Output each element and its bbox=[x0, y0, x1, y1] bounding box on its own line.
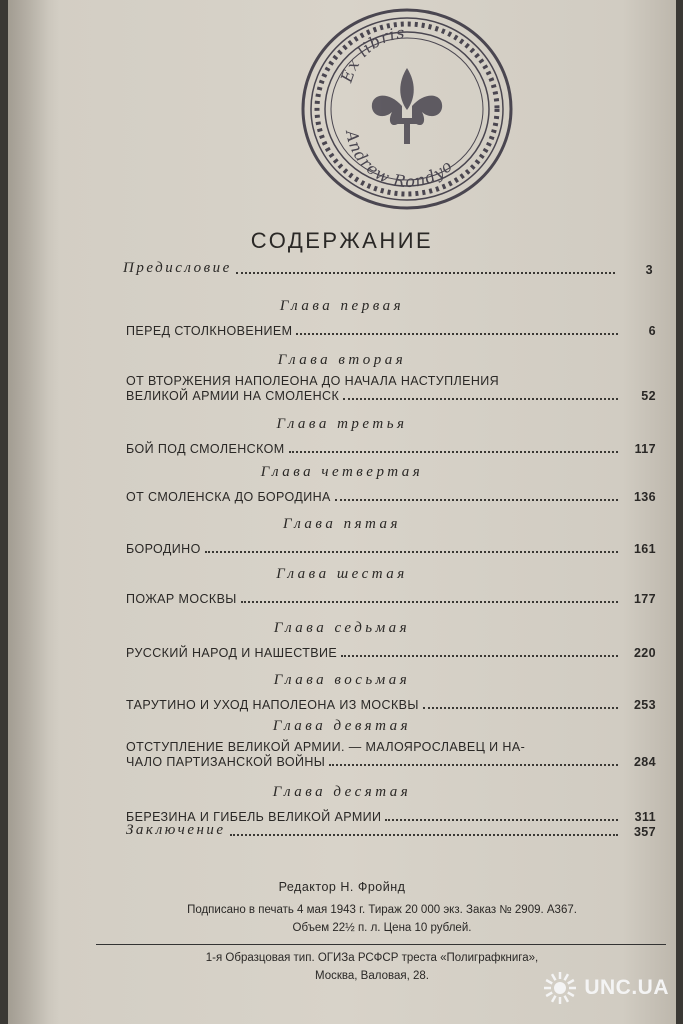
toc-entry bbox=[126, 490, 656, 504]
chapter-heading: Глава седьмая bbox=[273, 620, 411, 636]
page-fold-shadow bbox=[8, 0, 60, 1024]
chapter-title: ОТ СМОЛЕНСКА ДО БОРОДИНА bbox=[126, 490, 331, 504]
chapter-heading: Глава восьмая bbox=[273, 672, 411, 688]
toc-entry bbox=[126, 755, 656, 769]
chapter-page: 161 bbox=[633, 542, 656, 556]
imprint-line-1: Подписано в печать 4 мая 1943 г. Тираж 20 000 экз. Заказ № 2909. А367. bbox=[187, 904, 577, 916]
chapter-title-line1: ОТ ВТОРЖЕНИЯ НАПОЛЕОНА ДО НАЧАЛА НАСТУПЛЕНИЯ bbox=[126, 374, 500, 388]
toc-entry bbox=[126, 442, 656, 456]
chapter-page: 52 bbox=[641, 389, 656, 403]
chapter-title: ЧАЛО ПАРТИЗАНСКОЙ ВОЙНЫ bbox=[126, 755, 326, 769]
editor-line: Редактор Н. Фройнд bbox=[278, 880, 406, 894]
book-page bbox=[8, 0, 676, 1024]
chapter-title-line1: ОТСТУПЛЕНИЕ ВЕЛИКОЙ АРМИИ. — МАЛОЯРОСЛАВЕЦ И НА- bbox=[126, 740, 526, 754]
printer-line-2: Москва, Валовая, 28. bbox=[315, 970, 429, 982]
chapter-title: ТАРУТИНО И УХОД НАПОЛЕОНА ИЗ МОСКВЫ bbox=[126, 698, 419, 712]
stamp-top-text: Ex libris bbox=[336, 22, 407, 85]
chapter-page: 117 bbox=[634, 442, 656, 456]
chapter-heading: Глава первая bbox=[279, 298, 405, 314]
divider bbox=[96, 944, 666, 945]
printer-line-1: 1-я Образцовая тип. ОГИЗа РСФСР треста «Полиграфкнига», bbox=[205, 952, 539, 964]
toc-entry bbox=[126, 389, 656, 403]
toc-entry bbox=[126, 542, 656, 556]
fleur-de-lis-icon bbox=[372, 68, 442, 144]
chapter-heading: Глава третья bbox=[276, 416, 408, 432]
chapter-title: БОРОДИНО bbox=[126, 542, 201, 556]
chapter-title: БОЙ ПОД СМОЛЕНСКОМ bbox=[126, 442, 285, 456]
toc-preface bbox=[123, 260, 653, 277]
chapter-heading: Глава пятая bbox=[282, 516, 402, 532]
watermark-text: UNC.UA bbox=[584, 976, 669, 999]
chapter-title: ВЕЛИКОЙ АРМИИ НА СМОЛЕНСК bbox=[126, 389, 340, 403]
preface-label: Предисловие bbox=[123, 260, 232, 276]
page-title: СОДЕРЖАНИЕ bbox=[250, 228, 434, 253]
chapter-page: 6 bbox=[648, 324, 656, 338]
chapter-page: 311 bbox=[634, 810, 656, 824]
watermark bbox=[542, 970, 669, 1006]
toc-conclusion bbox=[126, 822, 656, 839]
chapter-title: РУССКИЙ НАРОД И НАШЕСТВИЕ bbox=[126, 646, 338, 660]
chapter-page: 284 bbox=[633, 755, 656, 769]
conclusion-page: 357 bbox=[633, 825, 656, 839]
chapter-title: ПОЖАР МОСКВЫ bbox=[126, 592, 237, 606]
preface-page: 3 bbox=[645, 263, 653, 277]
chapter-heading: Глава девятая bbox=[272, 718, 412, 734]
conclusion-label: Заключение bbox=[126, 822, 226, 838]
chapter-page: 253 bbox=[633, 698, 656, 712]
sun-logo-icon bbox=[542, 970, 578, 1006]
chapter-heading: Глава вторая bbox=[277, 352, 407, 368]
imprint-line-2: Объем 22½ п. л. Цена 10 рублей. bbox=[292, 922, 472, 934]
chapter-page: 177 bbox=[633, 592, 656, 606]
chapter-page: 136 bbox=[633, 490, 656, 504]
stamp-bottom-text: Andrew Rondyo bbox=[342, 128, 457, 192]
toc-entry bbox=[126, 592, 656, 606]
chapter-heading: Глава десятая bbox=[272, 784, 412, 800]
ex-libris-stamp bbox=[298, 6, 516, 212]
chapter-heading: Глава шестая bbox=[276, 566, 408, 582]
chapter-title: БЕРЕЗИНА И ГИБЕЛЬ ВЕЛИКОЙ АРМИИ bbox=[126, 810, 382, 824]
toc-entry bbox=[126, 646, 656, 660]
chapter-title: ПЕРЕД СТОЛКНОВЕНИЕМ bbox=[126, 324, 293, 338]
svg-text:Andrew Rondyo bbox=[342, 127, 457, 192]
chapter-heading: Глава четвертая bbox=[260, 464, 424, 480]
toc-entry bbox=[126, 698, 656, 712]
chapter-page: 220 bbox=[633, 646, 656, 660]
toc-entry bbox=[126, 324, 656, 338]
